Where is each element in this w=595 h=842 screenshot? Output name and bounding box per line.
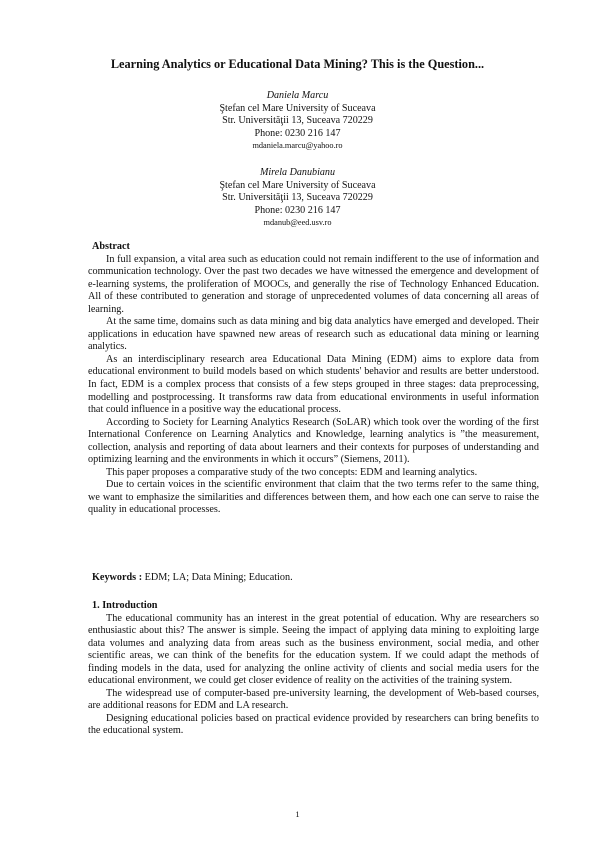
author-block-1 <box>0 90 595 153</box>
abstract-paragraph: In full expansion, a vital area such as education could not remain indifferent to the use of information and communication technology. Over the past two decades we have witnessed the emergence and development of e-learning systems, the proliferation of MOOCs, and generally the rise of Technology Enhanced Education. All of these contributed to generation and storage of unprecedented volumes of data concerning all areas of learning. <box>88 253 539 315</box>
abstract-paragraph: According to Society for Learning Analytics Research (SoLAR) which took over the wording of the first International Conference on Learning Analytics and Knowledge, learning analytics is ”the measurement, collection, analysis and reporting of data about learners and their contexts for purposes of understanding and optimizing learning and the environments in which it occurs” (Siemens, 2011). <box>88 416 539 466</box>
page-number: 1 <box>295 809 300 819</box>
abstract-paragraph: At the same time, domains such as data mining and big data analytics have emerged and developed. Their applications in education have spawned new areas of research such as educational data mining or learning analytics. <box>88 316 539 353</box>
keywords-line <box>88 572 539 585</box>
abstract-paragraph: This paper proposes a comparative study of the two concepts: EDM and learning analytics. <box>106 466 478 478</box>
author-name: Daniela Marcu <box>266 90 329 101</box>
abstract-paragraph: As an interdisciplinary research area Educational Data Mining (EDM) aims to explore data from educational environment to build models based on which students' behavior and results are better understood. In fact, EDM is a complex process that consists of a few steps grouped in three stages: data preprocessing, modelling and postprocessing. It transforms raw data from educational environments in useful information that could influence in a positive way the educational process. <box>88 353 539 416</box>
abstract-section <box>88 241 539 517</box>
author-block-2 <box>0 167 595 230</box>
introduction-section <box>88 600 539 738</box>
keywords-label: Keywords : <box>92 572 143 583</box>
author-address: Str. Universităţii 13, Suceava 720229 <box>222 192 373 204</box>
author-phone: Phone: 0230 216 147 <box>254 127 341 139</box>
introduction-paragraph: The educational community has an interest in the great potential of education. Why are researchers so enthusiastic about this? The answer is simple. Seeing the impact of applying data mining to exploiting large data volumes and analyzing data from areas such as the business environment, social media, and other scientific areas, we can think of the benefits for the education system. If we could adapt the methods of finding models in the data, used for analyzing the online activity of clients and social media users for the educational environment, we could get closer evidence of reality on the activities of the training system. <box>88 612 539 687</box>
author-email: mdaniela.marcu@yahoo.ro <box>252 141 343 151</box>
keywords-text: EDM; LA; Data Mining; Education. <box>142 572 293 583</box>
abstract-paragraph: Due to certain voices in the scientific environment that claim that the two terms refer to the same thing, we want to emphasize the similarities and differences between them, and how each one can serve to raise the quality in educational processes. <box>88 479 539 516</box>
paper-title: Learning Analytics or Educational Data Mining? This is the Question... <box>110 57 485 71</box>
introduction-heading: 1. Introduction <box>92 600 158 611</box>
abstract-heading: Abstract <box>92 241 130 252</box>
introduction-paragraph: Designing educational policies based on practical evidence provided by researchers can bring benefits to the educational system. <box>88 712 539 737</box>
author-name: Mirela Danubianu <box>259 167 336 178</box>
author-email: mdanub@eed.usv.ro <box>263 218 332 228</box>
author-affiliation: Ştefan cel Mare University of Suceava <box>219 179 376 191</box>
author-phone: Phone: 0230 216 147 <box>254 204 341 216</box>
introduction-paragraph: The widespread use of computer-based pre-university learning, the development of Web-based courses, are additional reasons for EDM and LA research. <box>88 687 539 712</box>
author-affiliation: Ştefan cel Mare University of Suceava <box>219 102 376 114</box>
author-address: Str. Universităţii 13, Suceava 720229 <box>222 115 373 127</box>
